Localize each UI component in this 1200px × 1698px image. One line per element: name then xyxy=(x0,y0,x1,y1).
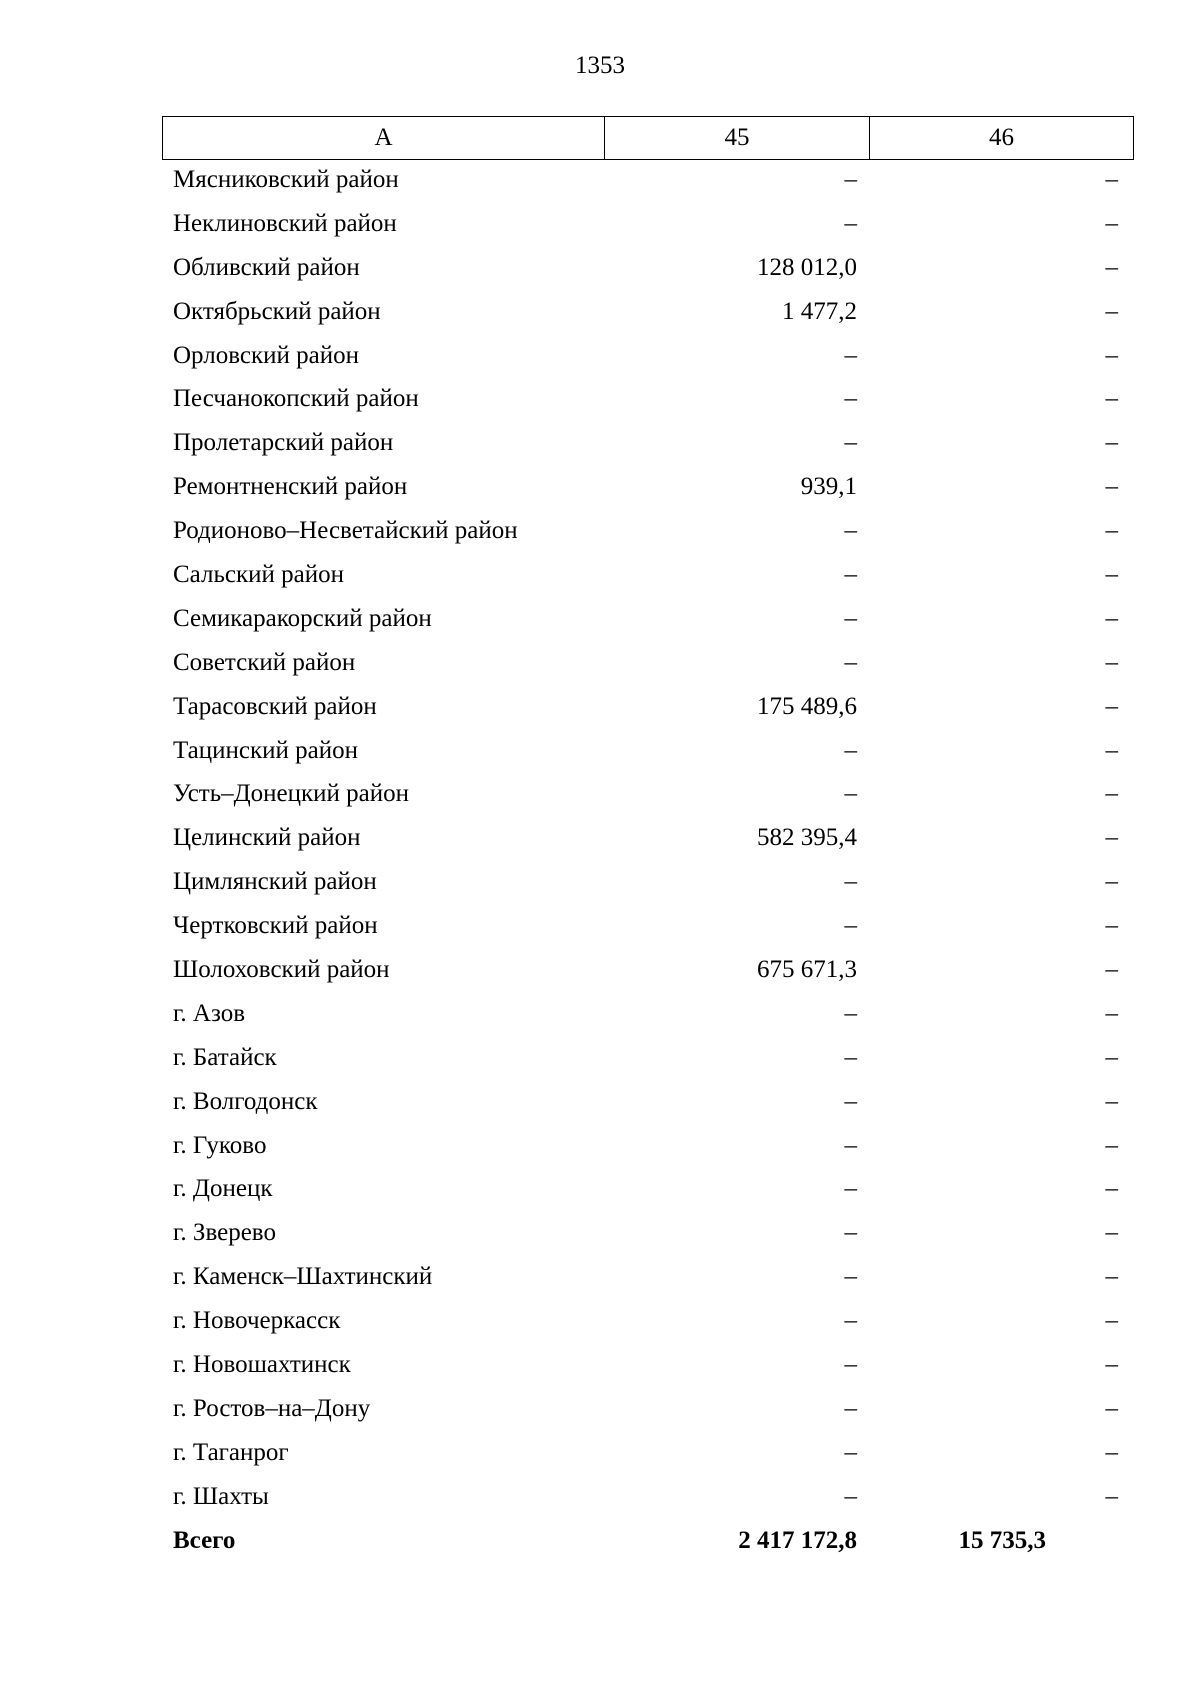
row-name: Шолоховский район xyxy=(173,956,390,984)
row-name: Целинский район xyxy=(173,824,361,852)
row-name: Песчанокопский район xyxy=(173,385,419,413)
table-row xyxy=(162,1213,1130,1257)
table-row xyxy=(162,248,1130,292)
table-row xyxy=(162,599,1130,643)
row-name: г. Новошахтинск xyxy=(173,1351,351,1379)
row-name: г. Азов xyxy=(173,999,246,1027)
table-row xyxy=(162,818,1130,862)
table-row xyxy=(162,731,1130,775)
row-name: Октябрьский район xyxy=(173,297,381,325)
value-col-46: – xyxy=(1105,517,1118,545)
header-col-a: А xyxy=(163,117,605,160)
value-col-45: – xyxy=(844,341,857,369)
value-col-46: – xyxy=(1105,1087,1118,1115)
row-name: Орловский район xyxy=(173,341,359,369)
value-col-45: – xyxy=(844,1482,857,1510)
table-row xyxy=(162,1038,1130,1082)
value-col-45: – xyxy=(844,1351,857,1379)
value-col-46: – xyxy=(1105,824,1118,852)
table-row xyxy=(162,1257,1130,1301)
value-col-45: 175 489,6 xyxy=(757,692,857,720)
row-name: Цимлянский район xyxy=(173,868,377,896)
value-col-45: – xyxy=(844,1219,857,1247)
row-name: Тацинский район xyxy=(173,736,358,764)
value-col-45: – xyxy=(844,1438,857,1466)
value-col-46: 15 735,3 xyxy=(958,1526,1046,1554)
value-col-46: – xyxy=(1105,429,1118,457)
row-name: Пролетарский район xyxy=(173,429,394,457)
value-col-46: – xyxy=(1105,648,1118,676)
value-col-45: – xyxy=(844,912,857,940)
table-row xyxy=(162,1082,1130,1126)
value-col-45: – xyxy=(844,1307,857,1335)
row-name: Мясниковский район xyxy=(173,166,399,193)
row-name: г. Новочеркасск xyxy=(173,1307,341,1335)
value-col-46: – xyxy=(1105,385,1118,413)
table-row xyxy=(162,1301,1130,1345)
table-body xyxy=(162,160,1130,1565)
row-name: Неклиновский район xyxy=(173,209,397,237)
table-row xyxy=(162,423,1130,467)
table-row xyxy=(162,467,1130,511)
value-col-45: 128 012,0 xyxy=(757,253,857,281)
row-name: Всего xyxy=(173,1526,236,1554)
row-name: г. Гуково xyxy=(173,1131,267,1159)
value-col-45: – xyxy=(844,561,857,589)
table-row xyxy=(162,862,1130,906)
table-row xyxy=(162,1169,1130,1213)
header-col-46: 46 xyxy=(870,117,1134,160)
value-col-46: – xyxy=(1105,868,1118,896)
value-col-46: – xyxy=(1105,209,1118,237)
value-col-45: – xyxy=(844,648,857,676)
row-name: Советский район xyxy=(173,648,356,676)
row-name: г. Батайск xyxy=(173,1043,277,1071)
table-header xyxy=(162,116,1134,160)
value-col-45: – xyxy=(844,517,857,545)
table-row xyxy=(162,204,1130,248)
table-row xyxy=(162,1126,1130,1170)
row-name: Сальский район xyxy=(173,561,344,589)
value-col-46: – xyxy=(1105,473,1118,501)
value-col-46: – xyxy=(1105,912,1118,940)
value-col-46: – xyxy=(1105,1482,1118,1510)
value-col-45: – xyxy=(844,166,857,193)
value-col-46: – xyxy=(1105,297,1118,325)
row-name: Чертковский район xyxy=(173,912,378,940)
value-col-46: – xyxy=(1105,1307,1118,1335)
value-col-45: – xyxy=(844,1131,857,1159)
table-row xyxy=(162,906,1130,950)
table-row xyxy=(162,1433,1130,1477)
value-col-45: – xyxy=(844,1263,857,1291)
value-col-46: – xyxy=(1105,1263,1118,1291)
table-row xyxy=(162,774,1130,818)
value-col-45: 2 417 172,8 xyxy=(738,1526,857,1554)
value-col-46: – xyxy=(1105,1043,1118,1071)
row-name: Ремонтненский район xyxy=(173,473,408,501)
value-col-45: – xyxy=(844,1087,857,1115)
row-name: г. Волгодонск xyxy=(173,1087,318,1115)
table-row xyxy=(162,1389,1130,1433)
value-col-46: – xyxy=(1105,1351,1118,1379)
value-col-45: – xyxy=(844,1175,857,1203)
value-col-45: – xyxy=(844,604,857,632)
value-col-45: – xyxy=(844,1043,857,1071)
value-col-45: 582 395,4 xyxy=(757,824,857,852)
table-row xyxy=(162,511,1130,555)
header-row xyxy=(163,117,1134,160)
value-col-45: – xyxy=(844,429,857,457)
row-name: Обливский район xyxy=(173,253,360,281)
value-col-46: – xyxy=(1105,1438,1118,1466)
table-row xyxy=(162,292,1130,336)
header-col-45: 45 xyxy=(605,117,870,160)
value-col-45: 939,1 xyxy=(800,473,857,501)
row-name: г. Зверево xyxy=(173,1219,276,1247)
value-col-46: – xyxy=(1105,253,1118,281)
value-col-46: – xyxy=(1105,166,1118,193)
value-col-46: – xyxy=(1105,604,1118,632)
table-row xyxy=(162,160,1130,204)
table-row xyxy=(162,1477,1130,1521)
value-col-46: – xyxy=(1105,1131,1118,1159)
value-col-45: – xyxy=(844,385,857,413)
row-name: г. Шахты xyxy=(173,1482,269,1510)
value-col-46: – xyxy=(1105,736,1118,764)
table-row xyxy=(162,643,1130,687)
row-name: г. Таганрог xyxy=(173,1438,289,1466)
value-col-46: – xyxy=(1105,341,1118,369)
value-col-46: – xyxy=(1105,999,1118,1027)
value-col-46: – xyxy=(1105,1394,1118,1422)
row-name: Тарасовский район xyxy=(173,692,377,720)
table-row xyxy=(162,1345,1130,1389)
value-col-45: – xyxy=(844,1394,857,1422)
table-row xyxy=(162,555,1130,599)
value-col-46: – xyxy=(1105,956,1118,984)
table-row xyxy=(162,950,1130,994)
value-col-45: 1 477,2 xyxy=(782,297,857,325)
row-name: г. Каменск–Шахтинский xyxy=(173,1263,433,1291)
row-name: Усть–Донецкий район xyxy=(173,780,410,808)
page-number: 1353 xyxy=(575,52,625,79)
value-col-46: – xyxy=(1105,780,1118,808)
row-name: Родионово–Несветайский район xyxy=(173,517,518,545)
table-row xyxy=(162,336,1130,380)
table-row xyxy=(162,994,1130,1038)
value-col-45: – xyxy=(844,868,857,896)
table-row xyxy=(162,379,1130,423)
value-col-45: – xyxy=(844,736,857,764)
value-col-45: 675 671,3 xyxy=(757,956,857,984)
value-col-45: – xyxy=(844,999,857,1027)
value-col-46: – xyxy=(1105,561,1118,589)
total-row xyxy=(162,1521,1130,1565)
value-col-45: – xyxy=(844,209,857,237)
row-name: г. Ростов–на–Дону xyxy=(173,1394,371,1422)
value-col-46: – xyxy=(1105,692,1118,720)
row-name: Семикаракорский район xyxy=(173,604,432,632)
value-col-46: – xyxy=(1105,1219,1118,1247)
value-col-45: – xyxy=(844,780,857,808)
value-col-46: – xyxy=(1105,1175,1118,1203)
table-row xyxy=(162,687,1130,731)
row-name: г. Донецк xyxy=(173,1175,273,1203)
